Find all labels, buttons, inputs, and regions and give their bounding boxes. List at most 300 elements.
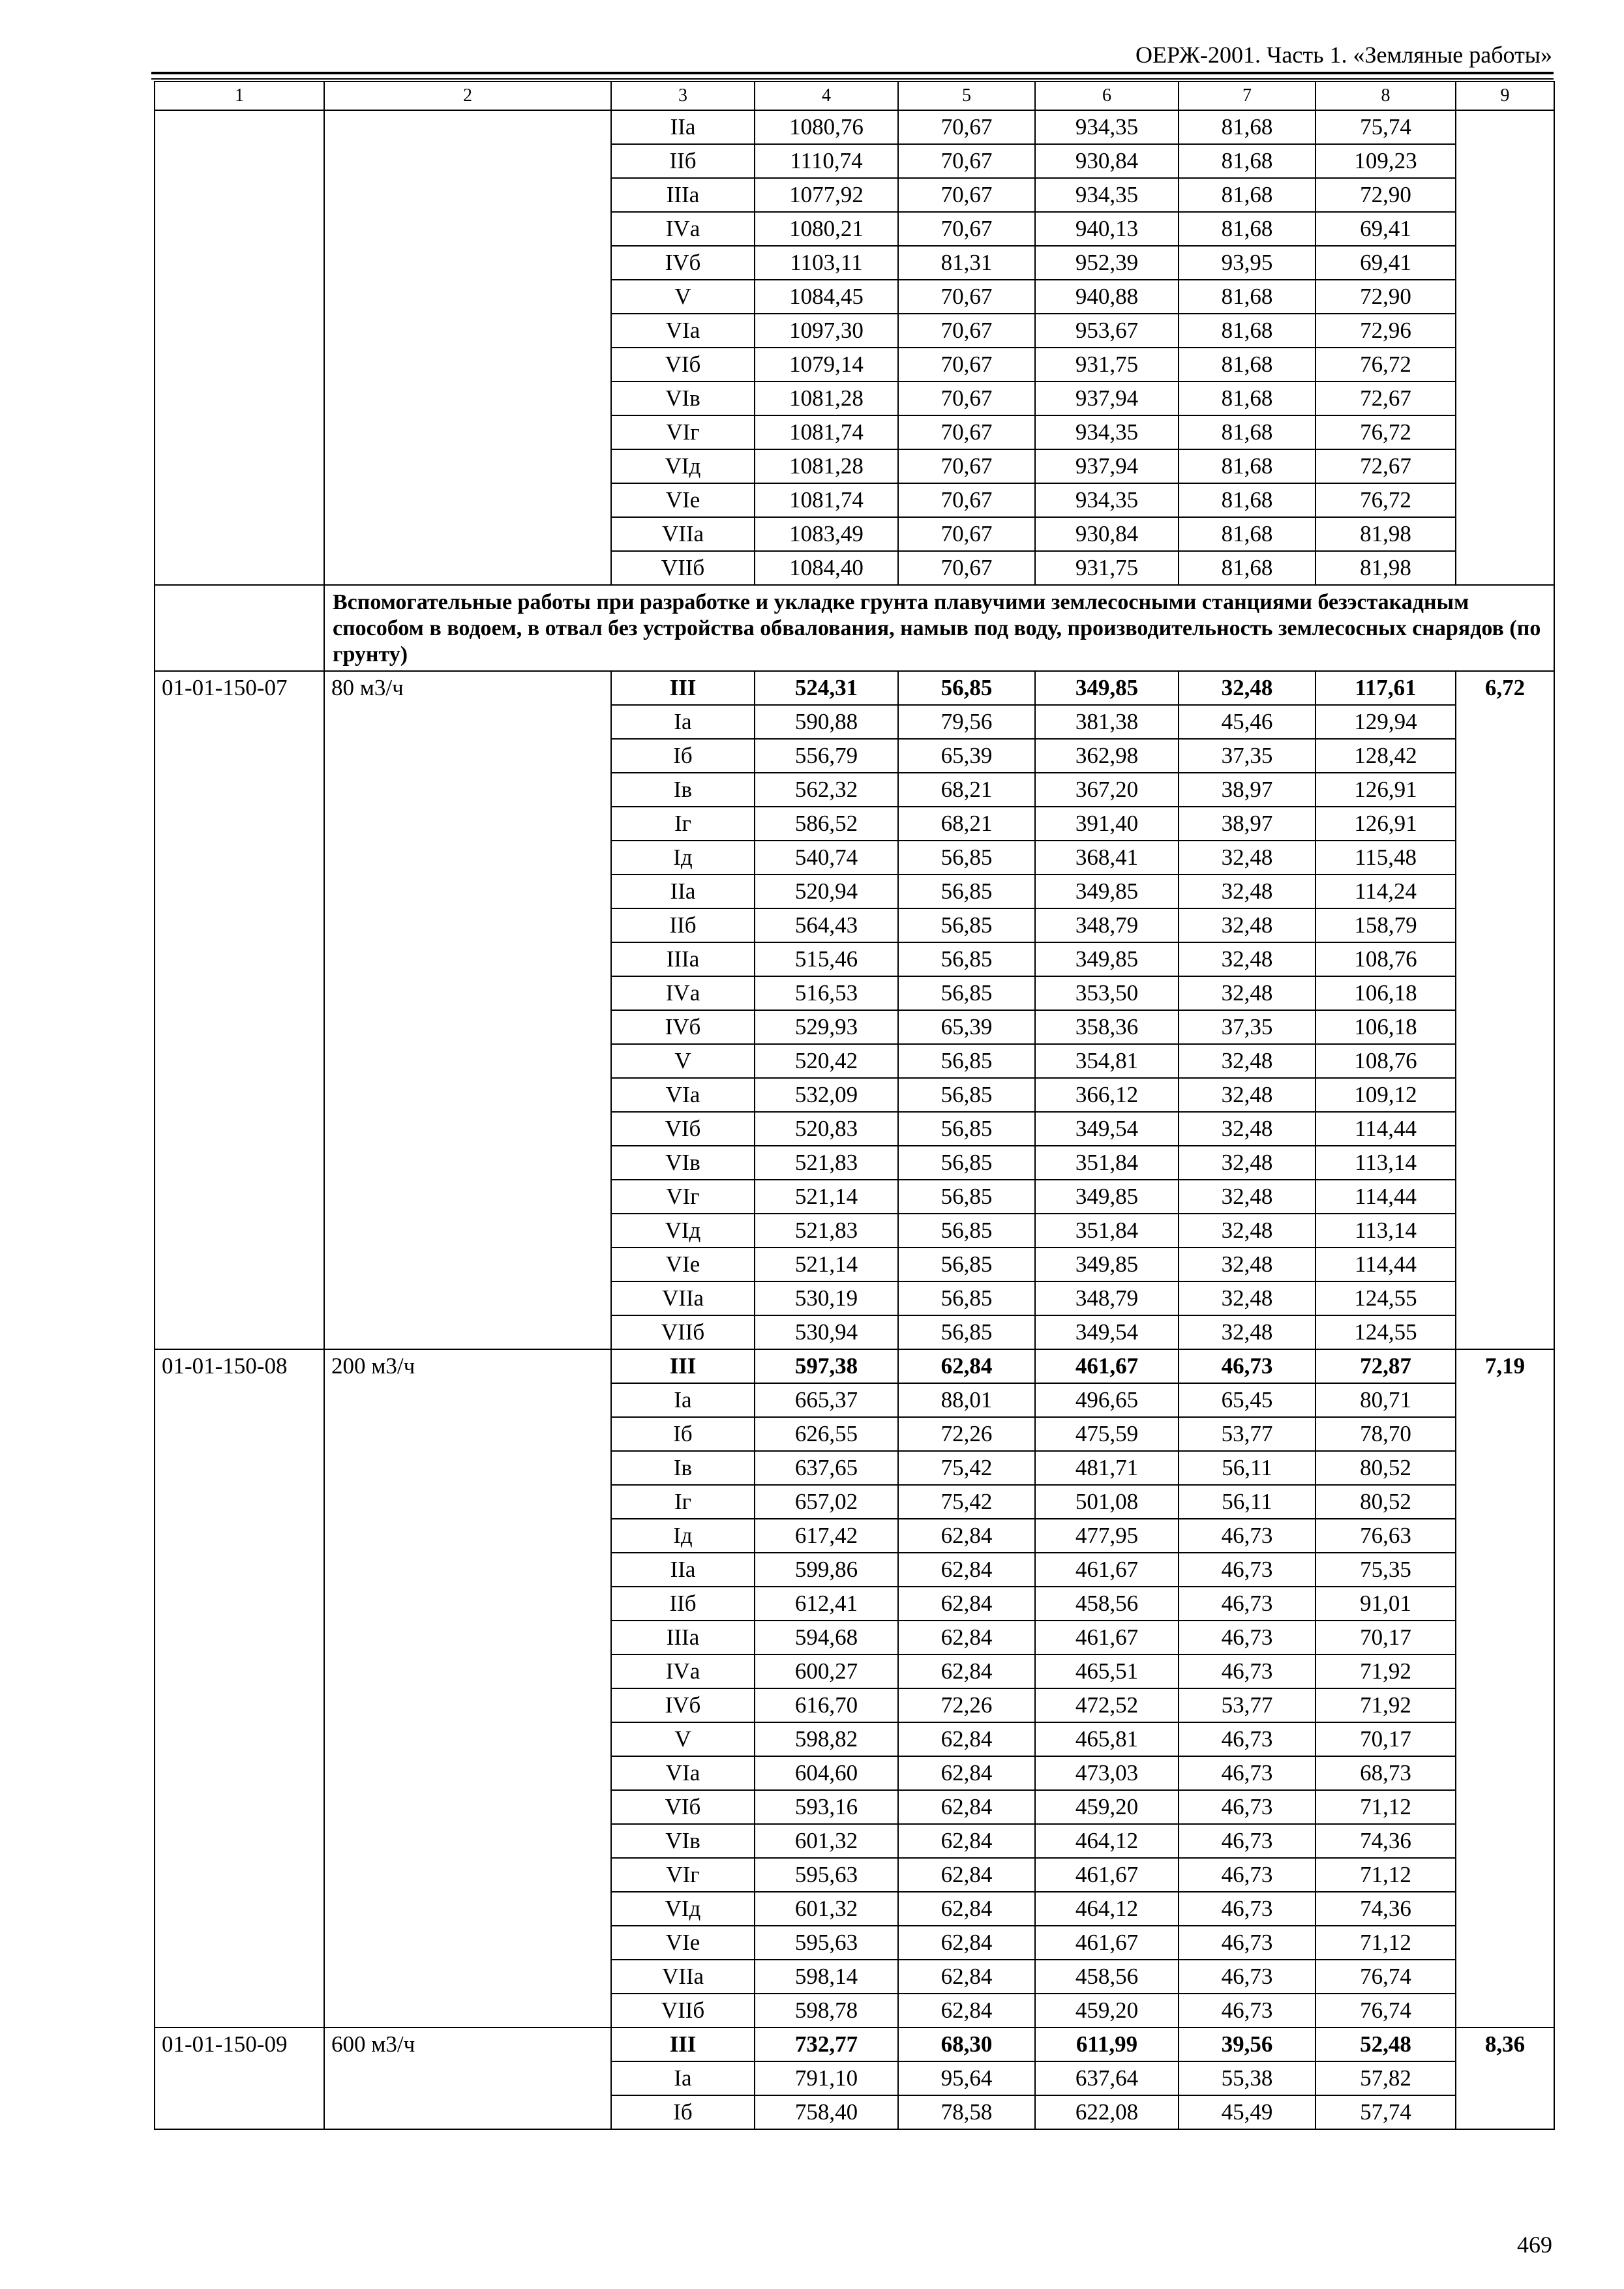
price-table [154,81,1555,2130]
column-number: 4 [755,82,898,110]
value-cell: 71,92 [1316,1654,1456,1688]
value-cell: 530,94 [755,1315,898,1349]
value-cell: 46,73 [1179,1756,1316,1790]
value-cell: 80,71 [1316,1383,1456,1417]
value-cell: 349,85 [1035,1248,1179,1281]
zone-cell: IIа [611,875,755,908]
value-cell: 62,84 [898,1654,1035,1688]
value-cell: 758,40 [755,2095,898,2129]
value-cell: 56,85 [898,976,1035,1010]
value-cell: 81,68 [1179,483,1316,517]
value-cell: 953,67 [1035,314,1179,348]
zone-cell: VIа [611,314,755,348]
value-cell: 521,83 [755,1146,898,1180]
value-cell: 53,77 [1179,1417,1316,1451]
value-cell: 520,42 [755,1044,898,1078]
value-cell: 158,79 [1316,908,1456,942]
column-number-row [155,82,1554,110]
value-cell: 70,17 [1316,1722,1456,1756]
value-cell: 126,91 [1316,807,1456,841]
value-cell: 69,41 [1316,246,1456,280]
value-cell: 934,35 [1035,415,1179,449]
value-cell: 62,84 [898,1926,1035,1960]
value-cell: 62,84 [898,1858,1035,1892]
value-cell: 46,73 [1179,1892,1316,1926]
value-cell: 597,38 [755,1349,898,1383]
value-cell: 465,51 [1035,1654,1179,1688]
value-cell: 81,68 [1179,382,1316,415]
section-code-empty [155,585,324,671]
value-cell: 461,67 [1035,1349,1179,1383]
value-cell: 128,42 [1316,739,1456,773]
value-cell: 1110,74 [755,144,898,178]
zone-cell: VIб [611,1112,755,1146]
value-cell: 458,56 [1035,1960,1179,1994]
value-cell: 68,21 [898,773,1035,807]
coef-cell-empty [1456,110,1554,585]
zone-cell: V [611,1722,755,1756]
value-cell: 62,84 [898,1960,1035,1994]
zone-cell: VIIа [611,517,755,551]
value-cell: 95,64 [898,2061,1035,2095]
value-cell: 68,73 [1316,1756,1456,1790]
value-cell: 76,72 [1316,348,1456,382]
zone-cell: Iб [611,739,755,773]
value-cell: 32,48 [1179,908,1316,942]
value-cell: 465,81 [1035,1722,1179,1756]
value-cell: 464,12 [1035,1892,1179,1926]
value-cell: 515,46 [755,942,898,976]
zone-cell: III [611,1349,755,1383]
value-cell: 367,20 [1035,773,1179,807]
value-cell: 62,84 [898,1349,1035,1383]
value-cell: 351,84 [1035,1146,1179,1180]
value-cell: 46,73 [1179,1824,1316,1858]
value-cell: 56,11 [1179,1451,1316,1485]
table-row [155,1349,1554,1383]
value-cell: 81,68 [1179,178,1316,212]
value-cell: 665,37 [755,1383,898,1417]
value-cell: 32,48 [1179,1112,1316,1146]
column-number: 6 [1035,82,1179,110]
zone-cell: Iв [611,1451,755,1485]
table-row [155,671,1554,705]
zone-cell: IIIа [611,178,755,212]
zone-cell: Iа [611,705,755,739]
value-cell: 81,98 [1316,517,1456,551]
value-cell: 114,24 [1316,875,1456,908]
value-cell: 604,60 [755,1756,898,1790]
value-cell: 37,35 [1179,1010,1316,1044]
value-cell: 70,67 [898,110,1035,144]
zone-cell: VIе [611,1926,755,1960]
value-cell: 56,85 [898,1281,1035,1315]
value-cell: 56,85 [898,841,1035,875]
zone-cell: V [611,1044,755,1078]
value-cell: 348,79 [1035,908,1179,942]
value-cell: 72,87 [1316,1349,1456,1383]
section-title: Вспомогательные работы при разработке и укладке грунта плавучими землесосными станциями безэстакадным способом в водоем, в отвал без устройства обвалования, намыв под воду, производительность землесосных снарядов (по грунту) [324,585,1554,671]
value-cell: 62,84 [898,1994,1035,2027]
value-cell: 524,31 [755,671,898,705]
value-cell: 461,67 [1035,1553,1179,1587]
value-cell: 69,41 [1316,212,1456,246]
value-cell: 80,52 [1316,1485,1456,1519]
value-cell: 81,68 [1179,280,1316,314]
value-cell: 937,94 [1035,382,1179,415]
value-cell: 70,67 [898,280,1035,314]
zone-cell: IVа [611,212,755,246]
value-cell: 117,61 [1316,671,1456,705]
value-cell: 611,99 [1035,2027,1179,2061]
value-cell: 70,17 [1316,1621,1456,1654]
value-cell: 934,35 [1035,178,1179,212]
value-cell: 72,26 [898,1417,1035,1451]
value-cell: 106,18 [1316,1010,1456,1044]
value-cell: 1081,74 [755,483,898,517]
value-cell: 72,90 [1316,178,1456,212]
zone-cell: Iб [611,2095,755,2129]
zone-cell: Iв [611,773,755,807]
value-cell: 475,59 [1035,1417,1179,1451]
value-cell: 349,85 [1035,1180,1179,1214]
value-cell: 368,41 [1035,841,1179,875]
value-cell: 598,14 [755,1960,898,1994]
zone-cell: Iг [611,1485,755,1519]
rate-name: 600 м3/ч [324,2027,611,2129]
value-cell: 65,39 [898,739,1035,773]
value-cell: 358,36 [1035,1010,1179,1044]
value-cell: 1103,11 [755,246,898,280]
value-cell: 516,53 [755,976,898,1010]
column-number: 3 [611,82,755,110]
value-cell: 52,48 [1316,2027,1456,2061]
zone-cell: IIа [611,1553,755,1587]
value-cell: 46,73 [1179,1926,1316,1960]
value-cell: 1081,28 [755,382,898,415]
value-cell: 57,82 [1316,2061,1456,2095]
value-cell: 72,67 [1316,382,1456,415]
value-cell: 496,65 [1035,1383,1179,1417]
zone-cell: IIб [611,1587,755,1621]
value-cell: 76,74 [1316,1960,1456,1994]
value-cell: 70,67 [898,551,1035,585]
value-cell: 532,09 [755,1078,898,1112]
value-cell: 88,01 [898,1383,1035,1417]
value-cell: 81,68 [1179,110,1316,144]
value-cell: 62,84 [898,1892,1035,1926]
value-cell: 530,19 [755,1281,898,1315]
value-cell: 70,67 [898,449,1035,483]
value-cell: 391,40 [1035,807,1179,841]
value-cell: 37,35 [1179,739,1316,773]
column-number: 1 [155,82,324,110]
value-cell: 113,14 [1316,1146,1456,1180]
value-cell: 599,86 [755,1553,898,1587]
zone-cell: IIб [611,908,755,942]
value-cell: 732,77 [755,2027,898,2061]
value-cell: 595,63 [755,1926,898,1960]
rate-code: 01-01-150-09 [155,2027,324,2129]
value-cell: 520,94 [755,875,898,908]
value-cell: 70,67 [898,314,1035,348]
value-cell: 1097,30 [755,314,898,348]
rate-name: 200 м3/ч [324,1349,611,2027]
value-cell: 65,45 [1179,1383,1316,1417]
value-cell: 601,32 [755,1824,898,1858]
value-cell: 461,67 [1035,1926,1179,1960]
zone-cell: VIе [611,483,755,517]
value-cell: 93,95 [1179,246,1316,280]
value-cell: 62,84 [898,1722,1035,1756]
value-cell: 108,76 [1316,942,1456,976]
value-cell: 1083,49 [755,517,898,551]
value-cell: 46,73 [1179,1858,1316,1892]
value-cell: 353,50 [1035,976,1179,1010]
name-cell-empty [324,110,611,585]
zone-cell: IIIа [611,942,755,976]
value-cell: 72,26 [898,1688,1035,1722]
value-cell: 637,65 [755,1451,898,1485]
zone-cell: VIд [611,1214,755,1248]
value-cell: 109,12 [1316,1078,1456,1112]
value-cell: 75,74 [1316,110,1456,144]
value-cell: 75,42 [898,1451,1035,1485]
value-cell: 39,56 [1179,2027,1316,2061]
value-cell: 70,67 [898,382,1035,415]
value-cell: 461,67 [1035,1621,1179,1654]
value-cell: 1080,21 [755,212,898,246]
value-cell: 74,36 [1316,1824,1456,1858]
value-cell: 56,85 [898,1248,1035,1281]
value-cell: 46,73 [1179,1722,1316,1756]
value-cell: 791,10 [755,2061,898,2095]
value-cell: 70,67 [898,415,1035,449]
value-cell: 71,92 [1316,1688,1456,1722]
value-cell: 637,64 [1035,2061,1179,2095]
value-cell: 598,78 [755,1994,898,2027]
value-cell: 952,39 [1035,246,1179,280]
value-cell: 55,38 [1179,2061,1316,2095]
value-cell: 91,01 [1316,1587,1456,1621]
zone-cell: VIIа [611,1960,755,1994]
value-cell: 464,12 [1035,1824,1179,1858]
zone-cell: IVб [611,1010,755,1044]
value-cell: 521,14 [755,1248,898,1281]
header-rule-thick [151,72,1554,74]
value-cell: 76,74 [1316,1994,1456,2027]
value-cell: 45,46 [1179,705,1316,739]
value-cell: 46,73 [1179,1349,1316,1383]
value-cell: 32,48 [1179,1044,1316,1078]
value-cell: 70,67 [898,517,1035,551]
zone-cell: VIг [611,415,755,449]
zone-cell: Iб [611,1417,755,1451]
rate-name: 80 м3/ч [324,671,611,1349]
value-cell: 1081,28 [755,449,898,483]
value-cell: 930,84 [1035,517,1179,551]
value-cell: 38,97 [1179,807,1316,841]
value-cell: 32,48 [1179,875,1316,908]
labor-coefficient: 6,72 [1456,671,1554,1349]
value-cell: 459,20 [1035,1790,1179,1824]
value-cell: 71,12 [1316,1926,1456,1960]
zone-cell: VIб [611,348,755,382]
zone-cell: VIIб [611,551,755,585]
zone-cell: VIIб [611,1315,755,1349]
value-cell: 46,73 [1179,1994,1316,2027]
value-cell: 56,85 [898,1112,1035,1146]
value-cell: 46,73 [1179,1960,1316,1994]
section-row [155,585,1554,671]
zone-cell: VIд [611,1892,755,1926]
zone-cell: Iа [611,1383,755,1417]
value-cell: 81,68 [1179,144,1316,178]
value-cell: 81,68 [1179,551,1316,585]
value-cell: 472,52 [1035,1688,1179,1722]
value-cell: 76,63 [1316,1519,1456,1553]
value-cell: 934,35 [1035,110,1179,144]
value-cell: 56,85 [898,1315,1035,1349]
zone-cell: Iд [611,841,755,875]
column-number: 9 [1456,82,1554,110]
value-cell: 56,85 [898,942,1035,976]
value-cell: 556,79 [755,739,898,773]
value-cell: 32,48 [1179,1180,1316,1214]
value-cell: 126,91 [1316,773,1456,807]
value-cell: 56,85 [898,1044,1035,1078]
table-body [155,82,1554,2129]
value-cell: 349,85 [1035,671,1179,705]
zone-cell: Iд [611,1519,755,1553]
zone-cell: IIIа [611,1621,755,1654]
value-cell: 115,48 [1316,841,1456,875]
value-cell: 56,11 [1179,1485,1316,1519]
value-cell: 72,90 [1316,280,1456,314]
value-cell: 70,67 [898,144,1035,178]
value-cell: 1084,40 [755,551,898,585]
zone-cell: III [611,671,755,705]
zone-cell: IVб [611,246,755,280]
value-cell: 612,41 [755,1587,898,1621]
value-cell: 75,35 [1316,1553,1456,1587]
value-cell: 62,84 [898,1756,1035,1790]
value-cell: 32,48 [1179,1248,1316,1281]
value-cell: 593,16 [755,1790,898,1824]
value-cell: 46,73 [1179,1553,1316,1587]
value-cell: 461,67 [1035,1858,1179,1892]
value-cell: 109,23 [1316,144,1456,178]
value-cell: 481,71 [1035,1451,1179,1485]
value-cell: 70,67 [898,212,1035,246]
value-cell: 62,84 [898,1519,1035,1553]
value-cell: 940,13 [1035,212,1179,246]
zone-cell: VIа [611,1078,755,1112]
value-cell: 70,67 [898,178,1035,212]
zone-cell: VIг [611,1180,755,1214]
value-cell: 348,79 [1035,1281,1179,1315]
value-cell: 56,85 [898,908,1035,942]
value-cell: 46,73 [1179,1654,1316,1688]
value-cell: 62,84 [898,1824,1035,1858]
zone-cell: IIб [611,144,755,178]
value-cell: 46,73 [1179,1519,1316,1553]
table-row [155,110,1554,144]
value-cell: 622,08 [1035,2095,1179,2129]
value-cell: 70,67 [898,483,1035,517]
value-cell: 32,48 [1179,1214,1316,1248]
header-rule-thin [151,78,1554,80]
zone-cell: VIг [611,1858,755,1892]
code-cell-empty [155,110,324,585]
zone-cell: V [611,280,755,314]
column-number: 2 [324,82,611,110]
value-cell: 32,48 [1179,841,1316,875]
value-cell: 931,75 [1035,551,1179,585]
value-cell: 78,58 [898,2095,1035,2129]
value-cell: 56,85 [898,671,1035,705]
page-number: 469 [1517,2232,1552,2258]
value-cell: 129,94 [1316,705,1456,739]
value-cell: 81,31 [898,246,1035,280]
value-cell: 934,35 [1035,483,1179,517]
value-cell: 81,68 [1179,212,1316,246]
value-cell: 349,85 [1035,942,1179,976]
zone-cell: Iа [611,2061,755,2095]
value-cell: 626,55 [755,1417,898,1451]
value-cell: 46,73 [1179,1621,1316,1654]
value-cell: 354,81 [1035,1044,1179,1078]
value-cell: 501,08 [1035,1485,1179,1519]
value-cell: 1080,76 [755,110,898,144]
value-cell: 71,12 [1316,1858,1456,1892]
value-cell: 76,72 [1316,415,1456,449]
value-cell: 617,42 [755,1519,898,1553]
value-cell: 124,55 [1316,1315,1456,1349]
value-cell: 349,54 [1035,1315,1179,1349]
value-cell: 562,32 [755,773,898,807]
value-cell: 62,84 [898,1790,1035,1824]
value-cell: 564,43 [755,908,898,942]
value-cell: 106,18 [1316,976,1456,1010]
labor-coefficient: 8,36 [1456,2027,1554,2129]
value-cell: 62,84 [898,1587,1035,1621]
document-header: ОЕРЖ-2001. Часть 1. «Земляные работы» [1135,42,1552,68]
value-cell: 362,98 [1035,739,1179,773]
value-cell: 53,77 [1179,1688,1316,1722]
value-cell: 68,30 [898,2027,1035,2061]
value-cell: 601,32 [755,1892,898,1926]
value-cell: 520,83 [755,1112,898,1146]
table-row [155,2027,1554,2061]
value-cell: 45,49 [1179,2095,1316,2129]
value-cell: 598,82 [755,1722,898,1756]
value-cell: 124,55 [1316,1281,1456,1315]
value-cell: 75,42 [898,1485,1035,1519]
value-cell: 366,12 [1035,1078,1179,1112]
value-cell: 349,85 [1035,875,1179,908]
value-cell: 81,68 [1179,314,1316,348]
value-cell: 56,85 [898,1214,1035,1248]
value-cell: 590,88 [755,705,898,739]
value-cell: 62,84 [898,1621,1035,1654]
value-cell: 930,84 [1035,144,1179,178]
zone-cell: VIIб [611,1994,755,2027]
value-cell: 108,76 [1316,1044,1456,1078]
value-cell: 595,63 [755,1858,898,1892]
value-cell: 616,70 [755,1688,898,1722]
value-cell: 56,85 [898,1078,1035,1112]
